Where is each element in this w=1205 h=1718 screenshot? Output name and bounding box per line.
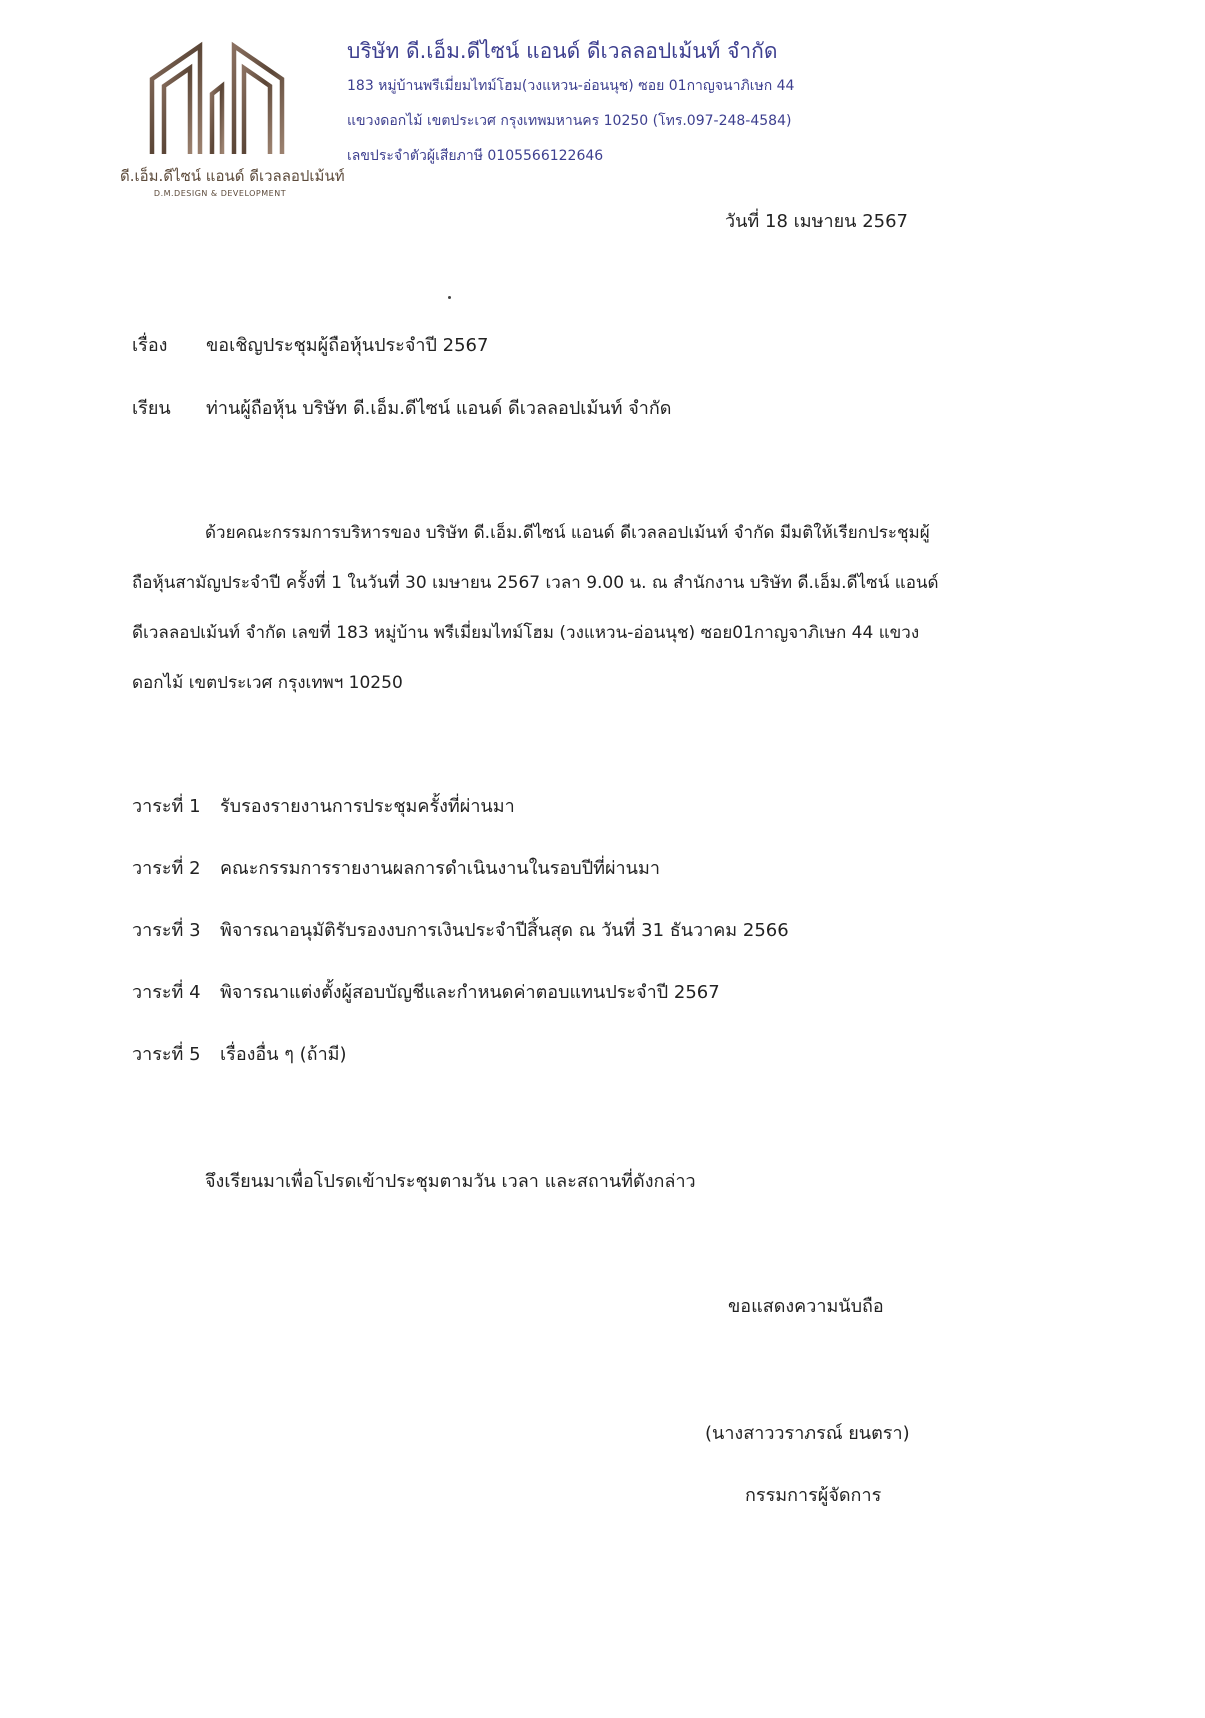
agenda-text: พิจารณาอนุมัติรับรองงบการเงินประจำปีสิ้นสุด ณ วันที่ 31 ธันวาคม 2566 — [220, 920, 789, 941]
body-line: ถือหุ้นสามัญประจำปี ครั้งที่ 1 ในวันที่ 30 เมษายน 2567 เวลา 9.00 น. ณ สำนักงาน บริษัท ดี.เอ็ม.ดีไซน์ แอนด์ — [132, 573, 939, 593]
logo-english-name: D.M.DESIGN & DEVELOPMENT — [153, 189, 287, 198]
logo-thai-name: ดี.เอ็ม.ดีไซน์ แอนด์ ดีเวลลอปเม้นท์ — [120, 167, 345, 185]
agenda-number: วาระที่ 3 — [132, 920, 201, 941]
closing-sentence: จึงเรียนมาเพื่อโปรดเข้าประชุมตามวัน เวลา และสถานที่ดังกล่าว — [205, 1171, 696, 1192]
company-logo — [120, 34, 345, 204]
agenda-item — [132, 978, 789, 1040]
agenda-item — [132, 916, 789, 978]
body-line: ดอกไม้ เขตประเวศ กรุงเทพฯ 10250 — [132, 673, 403, 693]
agenda-item — [132, 792, 789, 854]
agenda-text: เรื่องอื่น ๆ (ถ้ามี) — [220, 1044, 347, 1065]
agenda-text: พิจารณาแต่งตั้งผู้สอบบัญชีและกำหนดค่าตอบแทนประจำปี 2567 — [220, 982, 720, 1003]
house-outline-logo-icon — [142, 34, 292, 164]
body-line: ด้วยคณะกรรมการบริหารของ บริษัท ดี.เอ็ม.ดีไซน์ แอนด์ ดีเวลลอปเม้นท์ จำกัด มีมติให้เรียกประชุมผู้ — [205, 523, 930, 543]
company-address-line-1: 183 หมู่บ้านพรีเมี่ยมไทม์โฮม(วงแหวน-อ่อนนุช) ซอย 01กาญจนาภิเษก 44 — [347, 78, 795, 94]
subject-row — [132, 330, 488, 359]
agenda-item — [132, 854, 789, 916]
subject-label: เรื่อง — [132, 335, 168, 356]
agenda-item — [132, 1040, 789, 1102]
body-line: ดีเวลลอปเม้นท์ จำกัด เลขที่ 183 หมู่บ้าน พรีเมี่ยมไทม์โฮม (วงแหวน-อ่อนนุช) ซอย01กาญจาภิเษก 44 แขวง — [132, 623, 920, 643]
subject-text: ขอเชิญประชุมผู้ถือหุ้นประจำปี 2567 — [206, 335, 489, 356]
recipient-text: ท่านผู้ถือหุ้น บริษัท ดี.เอ็ม.ดีไซน์ แอนด์ ดีเวลลอปเม้นท์ จำกัด — [206, 398, 672, 419]
regards-text: ขอแสดงความนับถือ — [728, 1296, 884, 1317]
agenda-number: วาระที่ 4 — [132, 982, 201, 1003]
company-address-line-2: แขวงดอกไม้ เขตประเวศ กรุงเทพมหานคร 10250 (โทร.097-248-4584) — [347, 113, 792, 129]
recipient-label: เรียน — [132, 398, 171, 419]
recipient-row — [132, 393, 671, 422]
agenda-number: วาระที่ 5 — [132, 1044, 201, 1065]
agenda-number: วาระที่ 1 — [132, 796, 201, 817]
scan-speck — [448, 296, 451, 299]
company-name: บริษัท ดี.เอ็ม.ดีไซน์ แอนด์ ดีเวลลอปเม้นท์ จำกัด — [347, 39, 778, 63]
agenda-text: คณะกรรมการรายงานผลการดำเนินงานในรอบปีที่ผ่านมา — [220, 858, 660, 879]
body-paragraph — [132, 518, 1067, 718]
agenda-number: วาระที่ 2 — [132, 858, 201, 879]
signer-name: (นางสาววราภรณ์ ยนตรา) — [705, 1423, 910, 1444]
agenda-list — [132, 792, 789, 1102]
letter-date: วันที่ 18 เมษายน 2567 — [725, 211, 908, 232]
company-tax-id: เลขประจำตัวผู้เสียภาษี 0105566122646 — [347, 148, 604, 164]
signer-title: กรรมการผู้จัดการ — [745, 1485, 882, 1506]
agenda-text: รับรองรายงานการประชุมครั้งที่ผ่านมา — [220, 796, 515, 817]
letterhead — [347, 36, 1167, 181]
